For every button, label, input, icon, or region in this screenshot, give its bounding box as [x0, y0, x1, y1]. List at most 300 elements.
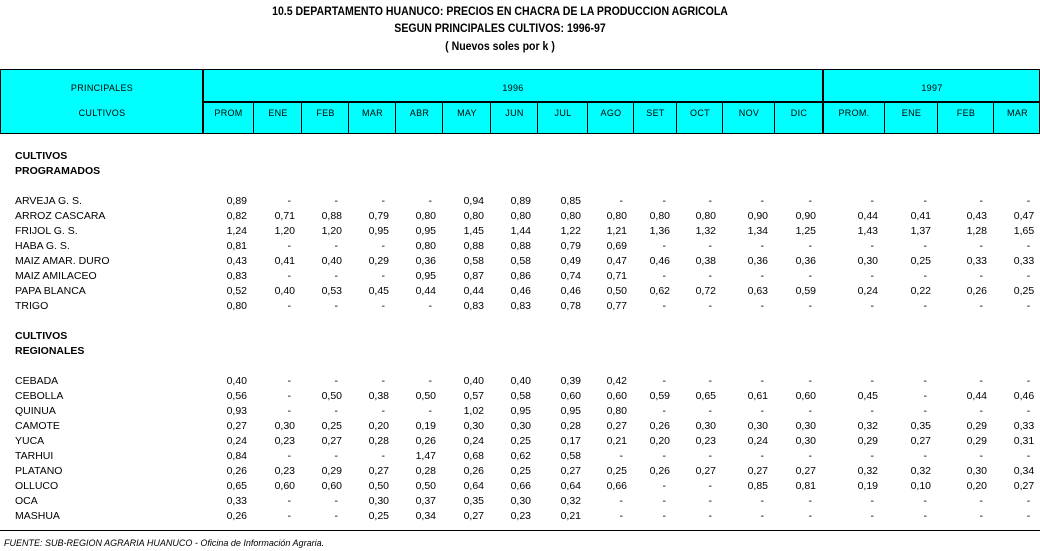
price-cell: 0,82 — [226, 210, 247, 222]
table-row — [0, 479, 1040, 494]
price-cell: - — [334, 195, 338, 207]
crop-name: OLLUCO — [15, 480, 59, 492]
header-month: SET — [646, 108, 665, 118]
price-cell: 0,26 — [226, 465, 247, 477]
price-cell: 0,30 — [510, 420, 531, 432]
price-cell: 0,27 — [910, 435, 931, 447]
header-column-divider — [202, 70, 204, 134]
price-cell: 0,32 — [857, 420, 878, 432]
price-cell: - — [619, 510, 623, 522]
price-cell: 0,22 — [910, 285, 931, 297]
price-cell: 0,33 — [1013, 255, 1035, 267]
price-cell: - — [1026, 240, 1031, 252]
price-cell: 0,26 — [226, 510, 247, 522]
price-cell: 0,25 — [510, 435, 531, 447]
price-cell: 0,87 — [463, 270, 484, 282]
price-cell: 0,78 — [560, 300, 581, 312]
crop-name: OCA — [15, 495, 38, 507]
price-cell: 0,29 — [966, 435, 987, 447]
price-cell: - — [979, 240, 983, 252]
price-cell: - — [870, 300, 874, 312]
price-cell: 0,80 — [463, 210, 484, 222]
header-cultivos: CULTIVOS — [78, 108, 126, 118]
price-cell: 0,50 — [606, 285, 627, 297]
price-cell: 0,25 — [321, 420, 342, 432]
price-cell: - — [662, 480, 666, 492]
header-month: ENE — [901, 108, 922, 118]
price-cell: - — [979, 450, 983, 462]
crop-name: PAPA BLANCA — [15, 285, 86, 297]
price-cell: - — [1026, 450, 1031, 462]
price-cell: 0,26 — [966, 285, 987, 297]
crop-name: YUCA — [15, 435, 45, 447]
price-cell: - — [428, 405, 432, 417]
price-cell: - — [428, 195, 432, 207]
price-cell: 0,47 — [1013, 210, 1035, 222]
crop-name: MASHUA — [15, 510, 60, 522]
price-cell: 0,25 — [606, 465, 627, 477]
price-cell: 0,59 — [795, 285, 816, 297]
price-cell: 0,53 — [321, 285, 342, 297]
price-cell: 0,50 — [415, 480, 436, 492]
price-cell: - — [870, 240, 874, 252]
price-cell: 0,34 — [415, 510, 436, 522]
price-cell: 0,57 — [463, 390, 484, 402]
price-cell: 0,23 — [510, 510, 531, 522]
price-cell: 0,68 — [463, 450, 484, 462]
table-row — [0, 434, 1040, 449]
price-cell: 0,24 — [857, 285, 878, 297]
price-cell: 1,20 — [321, 225, 342, 237]
price-cell: 0,27 — [795, 465, 816, 477]
header-year-1997: 1997 — [921, 83, 943, 93]
price-cell: 0,80 — [226, 300, 247, 312]
price-cell: 0,86 — [510, 270, 531, 282]
price-cell: 0,64 — [560, 480, 581, 492]
price-cell: - — [870, 375, 874, 387]
table-row — [0, 389, 1040, 404]
price-cell: 0,29 — [857, 435, 878, 447]
price-cell: 0,25 — [910, 255, 931, 267]
price-cell: 0,36 — [415, 255, 436, 267]
table-row — [0, 284, 1040, 299]
price-cell: 0,50 — [321, 390, 342, 402]
price-cell: 0,32 — [857, 465, 878, 477]
price-cell: 0,88 — [321, 210, 342, 222]
header-year-1996: 1996 — [502, 83, 524, 93]
price-cell: - — [870, 405, 874, 417]
section-heading: REGIONALES — [15, 345, 85, 357]
price-cell: - — [619, 495, 623, 507]
table-subtitle: SEGUN PRINCIPALES CULTIVOS: 1996-97 — [394, 21, 606, 35]
price-cell: - — [1026, 270, 1031, 282]
price-cell: 0,95 — [415, 270, 436, 282]
price-cell: - — [979, 375, 983, 387]
price-cell: - — [708, 375, 712, 387]
price-cell: - — [923, 300, 927, 312]
price-cell: - — [1026, 195, 1031, 207]
table-row — [0, 194, 1040, 209]
header-month: FEB — [316, 108, 335, 118]
price-cell: - — [334, 300, 338, 312]
price-cell: 0,80 — [606, 210, 627, 222]
price-cell: 0,72 — [695, 285, 716, 297]
price-cell: - — [334, 270, 338, 282]
header-month: JUL — [554, 108, 572, 118]
price-cell: - — [381, 195, 385, 207]
price-cell: 0,95 — [510, 405, 531, 417]
price-cell: - — [979, 405, 983, 417]
price-cell: - — [923, 390, 927, 402]
price-cell: - — [708, 240, 712, 252]
table-row — [0, 239, 1040, 254]
price-cell: - — [662, 405, 666, 417]
price-cell: 1,24 — [226, 225, 247, 237]
crop-name: CEBADA — [15, 375, 59, 387]
price-cell: - — [662, 195, 666, 207]
price-cell: 0,65 — [226, 480, 247, 492]
price-cell: 0,21 — [606, 435, 627, 447]
price-cell: - — [923, 510, 927, 522]
price-cell: - — [870, 270, 874, 282]
price-cell: 0,27 — [695, 465, 716, 477]
price-cell: 0,23 — [274, 465, 295, 477]
price-cell: 0,79 — [368, 210, 389, 222]
price-cell: 0,30 — [747, 420, 768, 432]
price-cell: 0,45 — [857, 390, 878, 402]
price-cell: 0,44 — [463, 285, 484, 297]
price-cell: 0,89 — [226, 195, 247, 207]
price-cell: 1,37 — [910, 225, 931, 237]
price-cell: 0,31 — [1013, 435, 1035, 447]
price-cell: 0,95 — [368, 225, 389, 237]
price-cell: 0,10 — [910, 480, 931, 492]
price-cell: 1,34 — [747, 225, 768, 237]
price-cell: - — [334, 510, 338, 522]
price-cell: 0,17 — [560, 435, 581, 447]
price-cell: 0,40 — [463, 375, 484, 387]
price-cell: 0,81 — [795, 480, 816, 492]
price-cell: 0,27 — [606, 420, 627, 432]
price-cell: - — [923, 195, 927, 207]
price-cell: 0,95 — [560, 405, 581, 417]
price-cell: 0,46 — [649, 255, 670, 267]
header-month: ENE — [268, 108, 288, 118]
price-cell: 0,28 — [560, 420, 581, 432]
price-cell: - — [979, 270, 983, 282]
price-cell: 0,66 — [510, 480, 531, 492]
header-month: NOV — [738, 108, 760, 118]
price-cell: 0,24 — [226, 435, 247, 447]
price-cell: - — [760, 300, 764, 312]
price-cell: 0,20 — [368, 420, 389, 432]
price-cell: 1,32 — [695, 225, 716, 237]
price-cell: - — [381, 375, 385, 387]
table-row — [0, 224, 1040, 239]
price-cell: 1,02 — [463, 405, 484, 417]
price-cell: 0,30 — [857, 255, 878, 267]
price-cell: 0,52 — [226, 285, 247, 297]
price-cell: 0,83 — [463, 300, 484, 312]
price-cell: 0,27 — [368, 465, 389, 477]
price-cell: 0,20 — [649, 435, 670, 447]
price-cell: 0,60 — [560, 390, 581, 402]
price-cell: - — [334, 495, 338, 507]
price-cell: - — [870, 195, 874, 207]
price-cell: 0,60 — [606, 390, 627, 402]
price-cell: 0,40 — [510, 375, 531, 387]
price-cell: 1,43 — [857, 225, 878, 237]
header-month: PROM — [214, 108, 243, 118]
price-cell: 0,29 — [368, 255, 389, 267]
price-cell: 0,64 — [463, 480, 484, 492]
price-cell: - — [662, 510, 666, 522]
price-cell: 0,30 — [795, 435, 816, 447]
header-month: PROM. — [838, 108, 870, 118]
price-cell: 1,65 — [1013, 225, 1035, 237]
price-cell: 0,80 — [649, 210, 670, 222]
crop-name: ARROZ CASCARA — [15, 210, 106, 222]
price-cell: 0,26 — [649, 465, 670, 477]
price-cell: - — [870, 495, 874, 507]
price-cell: 0,39 — [560, 375, 581, 387]
crop-name: QUINUA — [15, 405, 56, 417]
price-cell: 0,81 — [226, 240, 247, 252]
crop-name: MAIZ AMILACEO — [15, 270, 97, 282]
price-cell: 0,36 — [747, 255, 768, 267]
price-cell: 0,95 — [415, 225, 436, 237]
price-cell: 0,38 — [368, 390, 389, 402]
price-cell: - — [334, 240, 338, 252]
price-cell: 0,79 — [560, 240, 581, 252]
price-cell: 0,42 — [606, 375, 627, 387]
price-cell: 0,46 — [560, 285, 581, 297]
price-cell: 0,33 — [226, 495, 247, 507]
price-cell: - — [923, 270, 927, 282]
price-cell: 0,89 — [510, 195, 531, 207]
price-cell: - — [1026, 405, 1031, 417]
price-cell: - — [923, 495, 927, 507]
price-cell: - — [708, 270, 712, 282]
price-cell: 0,65 — [695, 390, 716, 402]
price-cell: 0,90 — [795, 210, 816, 222]
price-cell: - — [979, 300, 983, 312]
price-cell: 0,41 — [910, 210, 931, 222]
price-cell: 0,21 — [560, 510, 581, 522]
price-cell: 0,80 — [415, 210, 436, 222]
price-cell: 0,46 — [510, 285, 531, 297]
section-heading: CULTIVOS — [15, 150, 68, 162]
price-cell: - — [662, 240, 666, 252]
price-cell: 0,26 — [415, 435, 436, 447]
price-cell: - — [1026, 495, 1031, 507]
price-cell: 0,63 — [747, 285, 768, 297]
price-cell: 0,43 — [226, 255, 247, 267]
price-cell: - — [334, 450, 338, 462]
price-cell: 0,27 — [560, 465, 581, 477]
price-cell: - — [760, 510, 764, 522]
price-cell: 0,80 — [510, 210, 531, 222]
price-cell: - — [923, 405, 927, 417]
price-cell: - — [808, 195, 812, 207]
header-month: MAR — [362, 108, 383, 118]
table-row — [0, 419, 1040, 434]
price-cell: - — [287, 405, 291, 417]
price-cell: - — [760, 240, 764, 252]
price-cell: 0,61 — [747, 390, 768, 402]
table-title: 10.5 DEPARTAMENTO HUANUCO: PRECIOS EN CHACRA DE LA PRODUCCION AGRICOLA — [272, 4, 728, 18]
price-cell: 0,50 — [368, 480, 389, 492]
price-cell: 0,40 — [226, 375, 247, 387]
price-cell: 0,30 — [695, 420, 716, 432]
table-row — [0, 254, 1040, 269]
price-cell: 0,88 — [510, 240, 531, 252]
price-cell: - — [760, 405, 764, 417]
header-month: ABR — [409, 108, 430, 118]
price-cell: 0,24 — [747, 435, 768, 447]
crop-name: FRIJOL G. S. — [15, 225, 78, 237]
price-cell: 1,47 — [415, 450, 436, 462]
price-cell: 0,27 — [321, 435, 342, 447]
price-cell: - — [979, 510, 983, 522]
price-cell: 0,34 — [1013, 465, 1035, 477]
price-cell: 0,25 — [1013, 285, 1035, 297]
price-cell: - — [334, 375, 338, 387]
price-cell: - — [979, 495, 983, 507]
header-month: DIC — [790, 108, 808, 118]
price-cell: - — [760, 375, 764, 387]
header-month: MAR — [1007, 108, 1028, 118]
price-cell: 0,28 — [415, 465, 436, 477]
price-cell: 0,36 — [795, 255, 816, 267]
price-cell: 0,62 — [649, 285, 670, 297]
price-cell: - — [808, 240, 812, 252]
price-cell: 0,44 — [415, 285, 436, 297]
price-cell: 0,60 — [274, 480, 295, 492]
price-cell: 0,26 — [649, 420, 670, 432]
price-cell: 0,40 — [321, 255, 342, 267]
price-cell: 0,37 — [415, 495, 436, 507]
price-cell: 0,23 — [695, 435, 716, 447]
price-cell: 0,80 — [606, 405, 627, 417]
price-cell: - — [708, 300, 712, 312]
price-cell: - — [708, 480, 712, 492]
price-cell: 0,58 — [510, 255, 531, 267]
price-cell: - — [428, 300, 432, 312]
price-cell: 0,93 — [226, 405, 247, 417]
price-cell: - — [923, 450, 927, 462]
price-cell: 0,23 — [274, 435, 295, 447]
header-column-divider — [822, 70, 824, 134]
price-cell: - — [662, 300, 666, 312]
crop-name: TRIGO — [15, 300, 49, 312]
price-cell: 0,19 — [857, 480, 878, 492]
price-cell: - — [979, 195, 983, 207]
price-cell: 0,83 — [510, 300, 531, 312]
price-cell: - — [287, 240, 291, 252]
price-cell: - — [923, 240, 927, 252]
price-cell: 0,41 — [274, 255, 295, 267]
price-cell: 0,30 — [274, 420, 295, 432]
price-cell: 0,47 — [606, 255, 627, 267]
header-month: JUN — [505, 108, 524, 118]
price-cell: 0,35 — [910, 420, 931, 432]
price-cell: - — [662, 375, 666, 387]
price-cell: 0,80 — [560, 210, 581, 222]
crop-name: CEBOLLA — [15, 390, 64, 402]
table-row — [0, 464, 1040, 479]
price-cell: - — [1026, 375, 1031, 387]
table-row — [0, 509, 1040, 524]
price-cell: - — [760, 495, 764, 507]
price-cell: 0,80 — [415, 240, 436, 252]
section-heading: PROGRAMADOS — [15, 165, 101, 177]
price-cell: 1,22 — [560, 225, 581, 237]
price-cell: - — [287, 390, 291, 402]
price-cell: 0,30 — [463, 420, 484, 432]
price-cell: 1,44 — [510, 225, 531, 237]
price-cell: 0,58 — [510, 390, 531, 402]
crop-name: CAMOTE — [15, 420, 60, 432]
price-cell: - — [287, 300, 291, 312]
price-cell: 0,80 — [695, 210, 716, 222]
price-cell: 0,90 — [747, 210, 768, 222]
section-heading: CULTIVOS — [15, 330, 68, 342]
price-cell: - — [808, 405, 812, 417]
price-cell: - — [381, 450, 385, 462]
crop-name: TARHUI — [15, 450, 54, 462]
price-cell: 0,85 — [560, 195, 581, 207]
price-cell: 0,43 — [966, 210, 987, 222]
footer-divider — [0, 530, 1040, 531]
price-cell: 0,24 — [463, 435, 484, 447]
price-cell: 0,60 — [321, 480, 342, 492]
price-cell: - — [708, 195, 712, 207]
price-cell: - — [428, 375, 432, 387]
price-cell: - — [708, 495, 712, 507]
price-cell: - — [287, 450, 291, 462]
price-cell: - — [287, 195, 291, 207]
price-cell: 0,26 — [463, 465, 484, 477]
price-cell: - — [870, 510, 874, 522]
table-units: ( Nuevos soles por k ) — [445, 39, 555, 53]
price-cell: - — [760, 450, 764, 462]
price-cell: 0,85 — [747, 480, 768, 492]
price-cell: 0,29 — [966, 420, 987, 432]
price-cell: - — [287, 495, 291, 507]
table-row — [0, 494, 1040, 509]
price-cell: 0,59 — [649, 390, 670, 402]
price-cell: - — [870, 450, 874, 462]
price-cell: 1,45 — [463, 225, 484, 237]
price-cell: 0,32 — [910, 465, 931, 477]
price-cell: 1,28 — [966, 225, 987, 237]
price-cell: 0,49 — [560, 255, 581, 267]
price-cell: - — [619, 450, 623, 462]
table-row — [0, 374, 1040, 389]
price-cell: - — [619, 195, 623, 207]
header-month: MAY — [457, 108, 477, 118]
price-cell: 0,29 — [321, 465, 342, 477]
table-row — [0, 209, 1040, 224]
price-cell: - — [708, 510, 712, 522]
price-cell: - — [334, 405, 338, 417]
price-cell: 0,58 — [463, 255, 484, 267]
price-cell: - — [808, 270, 812, 282]
price-cell: 0,27 — [1013, 480, 1035, 492]
price-cell: - — [1026, 300, 1031, 312]
table-row — [0, 449, 1040, 464]
